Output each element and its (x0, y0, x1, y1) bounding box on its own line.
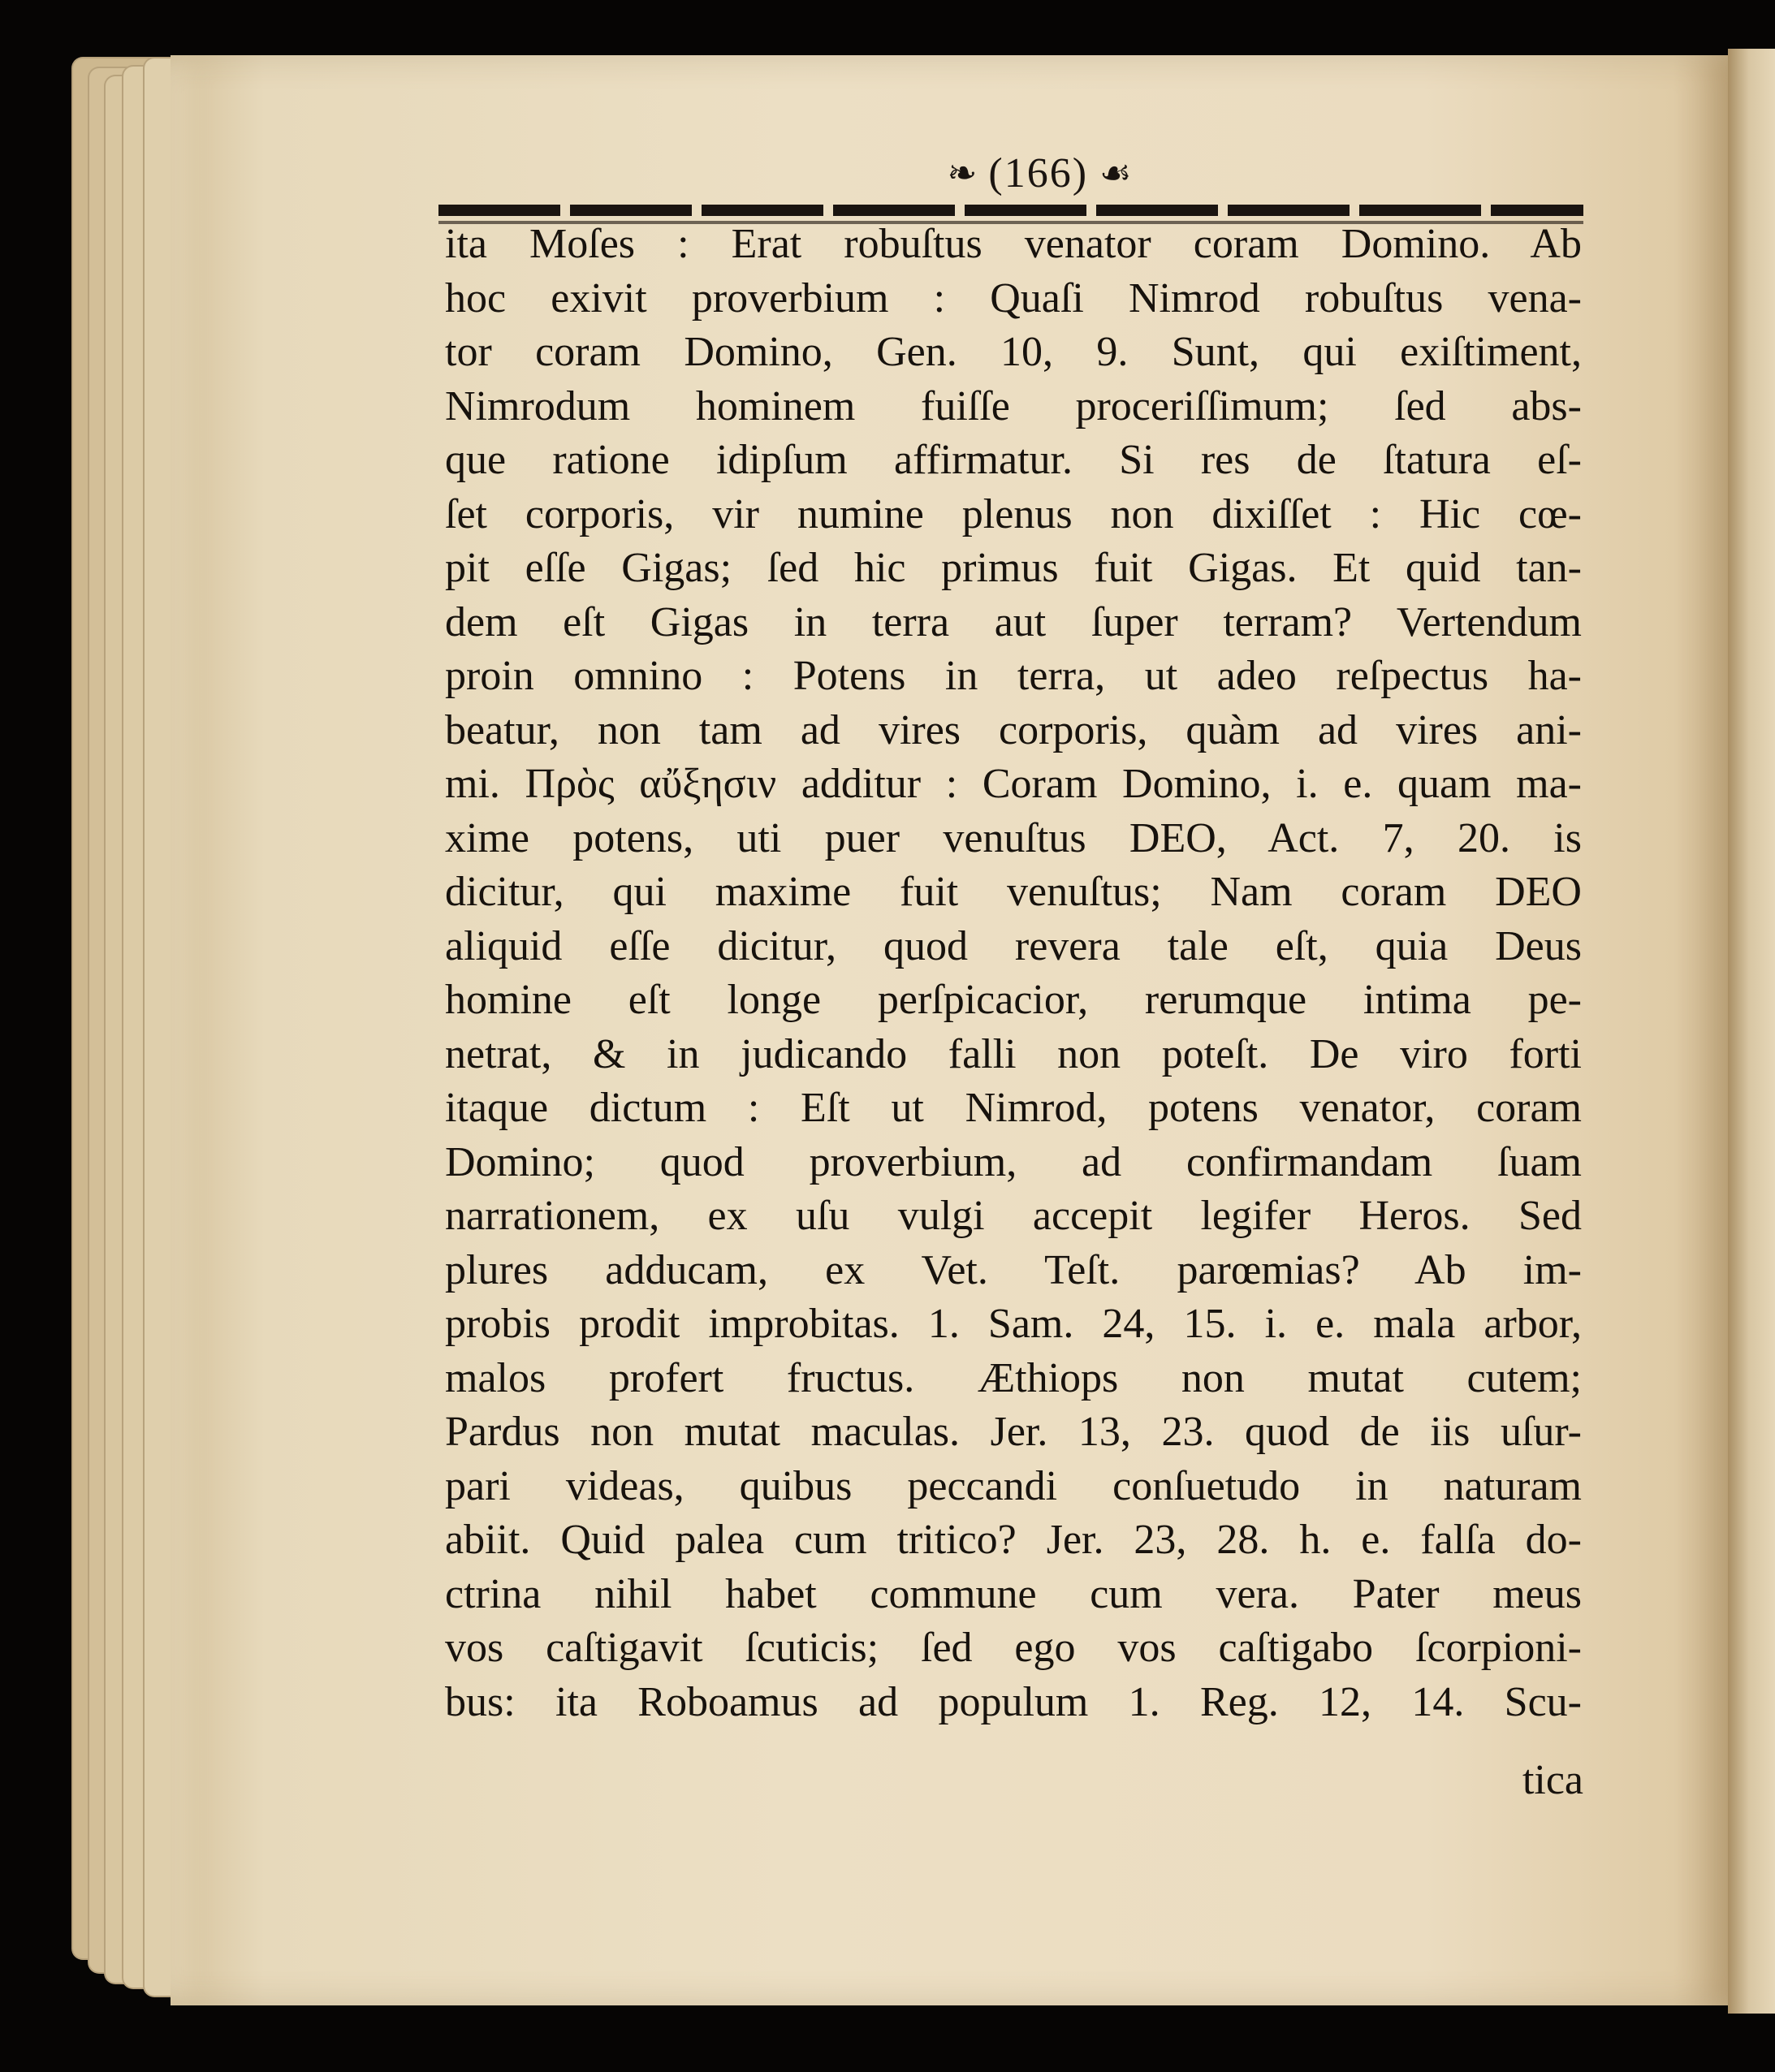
text-line: abiit. Quid palea cum tritico? Jer. 23, 28. h. e. falſa do- (445, 1517, 1582, 1563)
text-line: Nimrodum hominem fuiſſe proceriſſimum; ſed abs- (445, 382, 1582, 430)
text-line: que ratione idipſum affirmatur. Si res de ſtatura eſ- (445, 437, 1582, 483)
text-line: homine eſt longe perſpicacior, rerumque intima pe- (445, 977, 1582, 1023)
text-line: ita Moſes : Erat robuſtus venator coram Domino. Ab (445, 221, 1582, 267)
fleuron-left-icon: ❧ (947, 153, 978, 193)
body-text (445, 218, 1582, 1729)
text-line: pit eſſe Gigas; ſed hic primus fuit Gigas. Et quid tan- (445, 545, 1582, 591)
text-line: dem eſt Gigas in terra aut ſuper terram? Vertendum (445, 598, 1582, 645)
text-line: proin omnino : Potens in terra, ut adeo reſpectus ha- (445, 653, 1582, 699)
text-line: ctrina nihil habet commune cum vera. Pater meus (445, 1570, 1582, 1617)
text-line: Domino; quod proverbium, ad confirmandam ſuam (445, 1138, 1582, 1185)
text-line: narrationem, ex uſu vulgi accepit legifer Heros. Sed (445, 1193, 1582, 1239)
header-rule (438, 205, 1583, 216)
text-line: tor coram Domino, Gen. 10, 9. Sunt, qui exiſtiment, (445, 329, 1582, 375)
text-line: ſet corporis, vir numine plenus non dixiſſet : Hic cœ- (445, 490, 1582, 537)
text-line: vos caſtigavit ſcuticis; ſed ego vos caſtigabo ſcorpioni- (445, 1625, 1582, 1671)
text-line: probis prodit improbitas. 1. Sam. 24, 15. i. e. mala arbor, (445, 1301, 1582, 1347)
text-line: beatur, non tam ad vires corporis, quàm ad vires ani- (445, 706, 1582, 753)
text-line: itaque dictum : Eſt ut Nimrod, potens venator, coram (445, 1085, 1582, 1131)
text-line: plures adducam, ex Vet. Teſt. parœmias? Ab im- (445, 1246, 1582, 1293)
text-line: dicitur, qui maxime fuit venuſtus; Nam coram DEO (445, 869, 1582, 915)
catchword: tica (1522, 1757, 1583, 1803)
page-number: (166) (988, 150, 1089, 196)
text-line: xime potens, uti puer venuſtus DEO, Act. 7, 20. is (445, 814, 1582, 861)
text-line: netrat, & in judicando falli non poteſt. De viro forti (445, 1030, 1582, 1077)
text-line: aliquid eſſe dicitur, quod revera tale eſt, quia Deus (445, 922, 1582, 969)
fleuron-right-icon: ☙ (1099, 153, 1132, 193)
running-header (893, 151, 1185, 208)
text-line: hoc exivit proverbium : Quaſi Nimrod robuſtus vena- (445, 274, 1582, 322)
text-line: malos profert fructus. Æthiops non mutat cutem; (445, 1354, 1582, 1401)
text-line: mi. Πρὸς αὔξησιν additur : Coram Domino, i. e. quam ma- (445, 761, 1582, 807)
text-line: pari videas, quibus peccandi conſuetudo in naturam (445, 1462, 1582, 1509)
book-gutter (1728, 49, 1775, 2014)
text-line: Pardus non mutat maculas. Jer. 13, 23. quod de iis uſur- (445, 1409, 1582, 1455)
text-line: bus: ita Roboamus ad populum 1. Reg. 12, 14. Scu- (445, 1678, 1582, 1725)
